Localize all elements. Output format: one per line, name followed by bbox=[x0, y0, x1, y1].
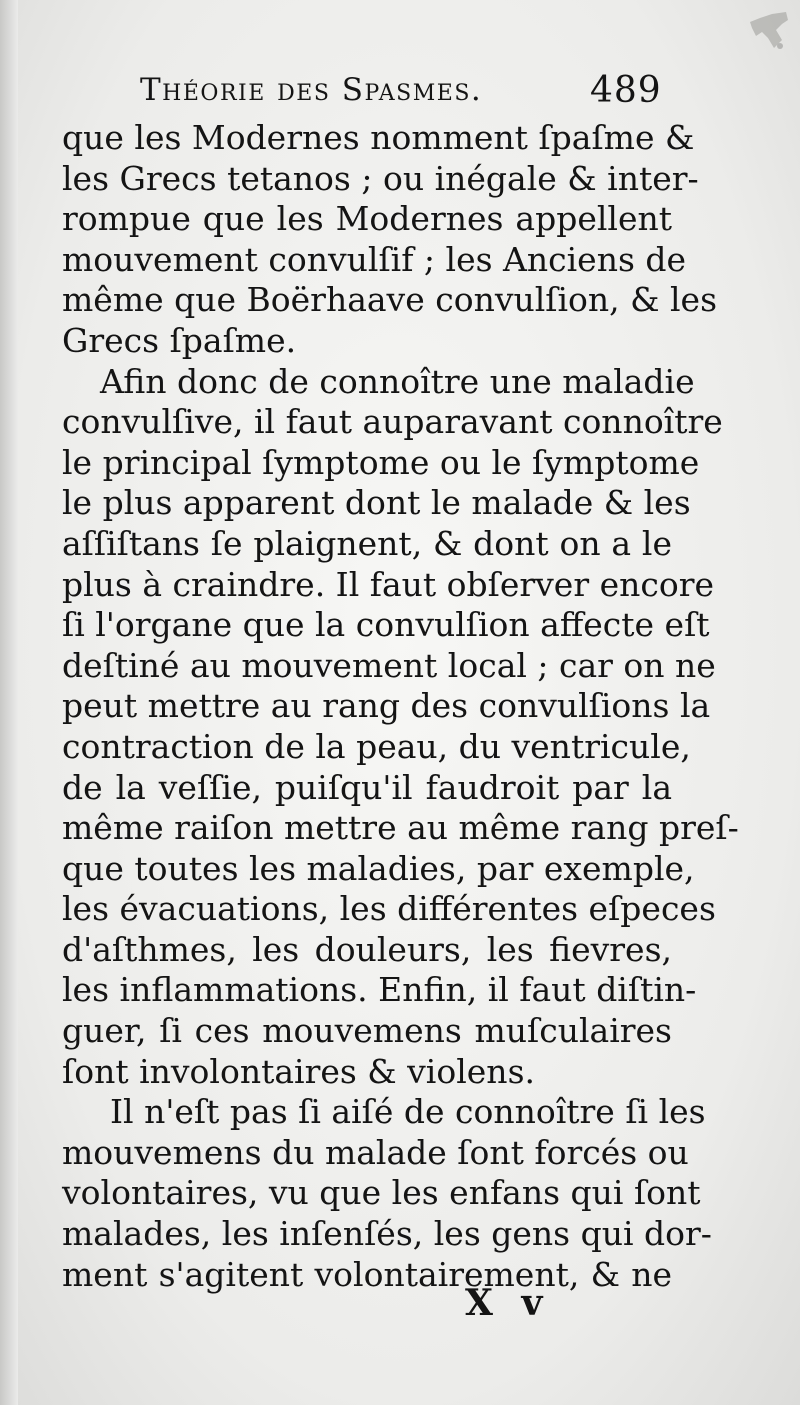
ink-blot-mark bbox=[742, 10, 792, 55]
text-line: peut mettre au rang des convulſions la bbox=[62, 686, 711, 726]
page-gutter-shadow bbox=[0, 0, 18, 1405]
running-head-title: Théorie des Spasmes. bbox=[140, 72, 483, 108]
text-line: Il n'eſt pas ſi aiſé de connoître ſi les bbox=[110, 1092, 706, 1132]
text-line: ſi l'organe que la convulſion affecte eſt bbox=[62, 605, 710, 645]
text-line: même raiſon mettre au même rang preſ- bbox=[62, 808, 739, 848]
page-number: 489 bbox=[590, 70, 662, 111]
text-line: plus à craindre. Il faut obſerver encore bbox=[62, 564, 715, 604]
text-line: d'aſthmes, les douleurs, les fievres, bbox=[62, 929, 672, 969]
text-line: les Grecs tetanos ; ou inégale & inter- bbox=[62, 158, 699, 198]
text-line: ſont involontaires & violens. bbox=[62, 1051, 535, 1091]
text-line: de la veſſie, puiſqu'il faudroit par la bbox=[62, 767, 672, 807]
text-line: Afin donc de connoître une maladie bbox=[100, 361, 695, 401]
text-line: aſſiſtans ſe plaignent, & dont on a le bbox=[62, 523, 672, 563]
text-line: convulſive, il faut auparavant connoître bbox=[62, 402, 723, 442]
text-line: les évacuations, les différentes eſpeces bbox=[62, 889, 716, 929]
text-line: guer, ſi ces mouvemens muſculaires bbox=[62, 1011, 672, 1051]
running-head bbox=[0, 70, 800, 120]
text-line: le plus apparent dont le malade & les bbox=[62, 483, 691, 523]
text-line: que toutes les maladies, par exemple, bbox=[62, 848, 695, 888]
paragraph-3 bbox=[62, 1092, 712, 1295]
paragraph-1 bbox=[62, 118, 718, 362]
text-line: mouvement convulſif ; les Anciens de bbox=[62, 239, 687, 279]
text-line: mouvemens du malade ſont forcés ou bbox=[62, 1132, 689, 1172]
text-line: volontaires, vu que les enfans qui ſont bbox=[62, 1173, 701, 1213]
text-line: que les Modernes nomment ſpaſme & bbox=[62, 118, 695, 157]
text-line: malades, les inſenſés, les gens qui dor- bbox=[62, 1214, 712, 1254]
text-line: contraction de la peau, du ventricule, bbox=[62, 726, 691, 766]
text-line: les inflammations. Enfin, il faut diſtin- bbox=[62, 970, 697, 1010]
text-line: deſtiné au mouvement local ; car on ne bbox=[62, 645, 716, 685]
text-line: rompue que les Modernes appellent bbox=[62, 199, 672, 239]
signature-mark: X v bbox=[465, 1282, 551, 1324]
text-line: le principal ſymptome ou le ſymptome bbox=[62, 442, 700, 482]
body-text bbox=[62, 118, 739, 1295]
text-line: même que Boërhaave convulſion, & les bbox=[62, 280, 718, 320]
text-line: Grecs ſpaſme. bbox=[62, 320, 297, 360]
text-line: ment s'agitent volontairement, & ne bbox=[62, 1254, 672, 1294]
paragraph-2 bbox=[62, 361, 739, 1093]
